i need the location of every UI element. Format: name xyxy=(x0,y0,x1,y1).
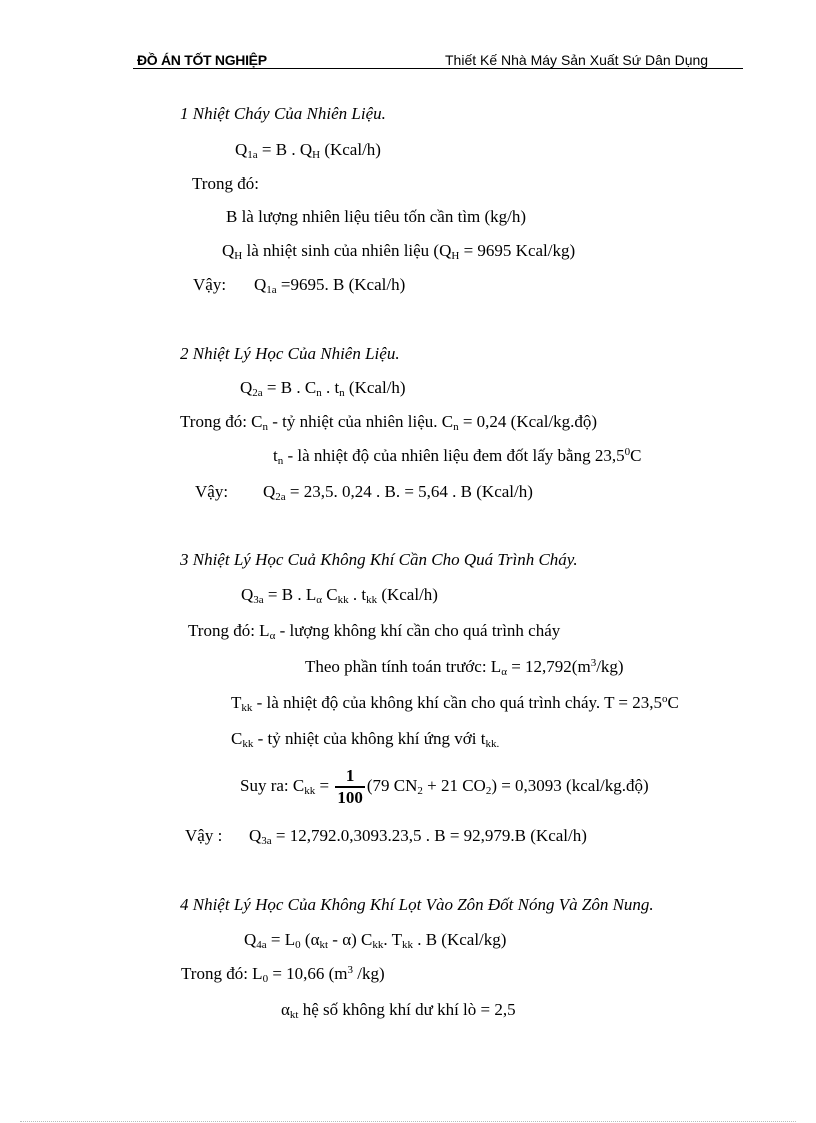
section-2-def-tn: $t_n$ - là nhiệt độ của nhiên liệu đem đốt lấy bằng 23,5$^0$C xyxy=(273,446,642,467)
section-2-formula: $Q_{2a} = B$ . $C_n$ . $t_n$ (Kcal/h) xyxy=(240,378,406,399)
section-3-def-ckk: $C_{kk}$ - tỷ nhiệt của không khí ứng với $t_{kk.}$ xyxy=(231,729,500,750)
fraction: $\frac{1}{100}$ xyxy=(337,766,363,808)
header-rule xyxy=(133,68,743,69)
section-4-where: Trong đó: $L_0 = 10,66$ ($m^3$ /kg) xyxy=(181,964,385,985)
section-1-title: 1 Nhiệt Cháy Của Nhiên Liệu. xyxy=(180,104,386,123)
section-3-result: $Q_{3a} = 12,792.0,3093.23,5$ . B = 92,979.B (Kcal/h) xyxy=(249,826,587,847)
section-3-formula: $Q_{3a} = B$ . $L_\alpha$ $C_{kk}$ . $t_{kk}$ (Kcal/h) xyxy=(241,585,438,606)
page-bottom-dotted-border xyxy=(20,1121,796,1122)
section-1-formula: $Q_{1a} = B$ . $Q_H$ (Kcal/h) xyxy=(235,140,381,161)
header-right-title: Thiết Kế Nhà Máy Sản Xuất Sứ Dân Dụng xyxy=(445,52,709,68)
section-1-def-qh: $Q_H$ là nhiệt sinh của nhiên liệu ($Q_H = 9695$ Kcal/kg) xyxy=(222,241,576,262)
section-2-result: $Q_{2a} = 23,5$. 0,24 . B. = 5,64 . B (Kcal/h) xyxy=(263,482,533,503)
section-4-title: 4 Nhiệt Lý Học Của Không Khí Lọt Vào Zôn Đốt Nóng Và Zôn Nung. xyxy=(180,895,654,914)
section-3-title: 3 Nhiệt Lý Học Cuả Không Khí Cần Cho Quá Trình Cháy. xyxy=(180,550,578,569)
section-4-formula: $Q_{4a} = L_0$ $(\alpha_{kt} - \alpha)$ $C_{kk}$. $T_{kk}$ . B (Kcal/kg) xyxy=(244,930,507,951)
section-1-where: Trong đó: xyxy=(192,174,259,193)
section-1-result: $Q_{1a} =9695$. B (Kcal/h) xyxy=(254,275,406,296)
section-3-prior-calc: Theo phần tính toán trước: $L_\alpha = 12,792(m^3/kg)$ xyxy=(305,657,624,678)
section-1-def-b: B là lượng nhiên liệu tiêu tốn cần tìm (kg/h) xyxy=(226,207,527,226)
section-4-def-alpha: $\alpha_{kt}$ hệ số không khí dư khí lò = 2,5 xyxy=(281,1000,516,1021)
section-3-therefore-label: Vậy : xyxy=(185,826,223,845)
section-2-where: Trong đó: $C_n$ - tỷ nhiệt của nhiên liệu. $C_n = 0,24$ (Kcal/kg.độ) xyxy=(180,412,598,433)
section-3-derivation: Suy ra: $C_{kk}$ = $\frac{1}{100}$ (79 $CN_2 + 21$ $CO_2) = 0,3093$ (kcal/kg.độ) xyxy=(240,766,649,808)
section-2-therefore-label: Vậy: xyxy=(195,482,229,501)
section-2-title: 2 Nhiệt Lý Học Của Nhiên Liệu. xyxy=(180,344,400,363)
section-3-where: Trong đó: $L_\alpha$ - lượng không khí cần cho quá trình cháy xyxy=(188,621,561,642)
section-1-therefore-label: Vậy: xyxy=(193,275,227,294)
section-3-def-tkk: $T_{kk}$ - là nhiệt độ của không khí cần cho quá trình cháy. $T = 23,5^oC$ xyxy=(231,693,679,714)
header-left-title: ĐỒ ÁN TỐT NGHIỆP xyxy=(137,52,267,68)
